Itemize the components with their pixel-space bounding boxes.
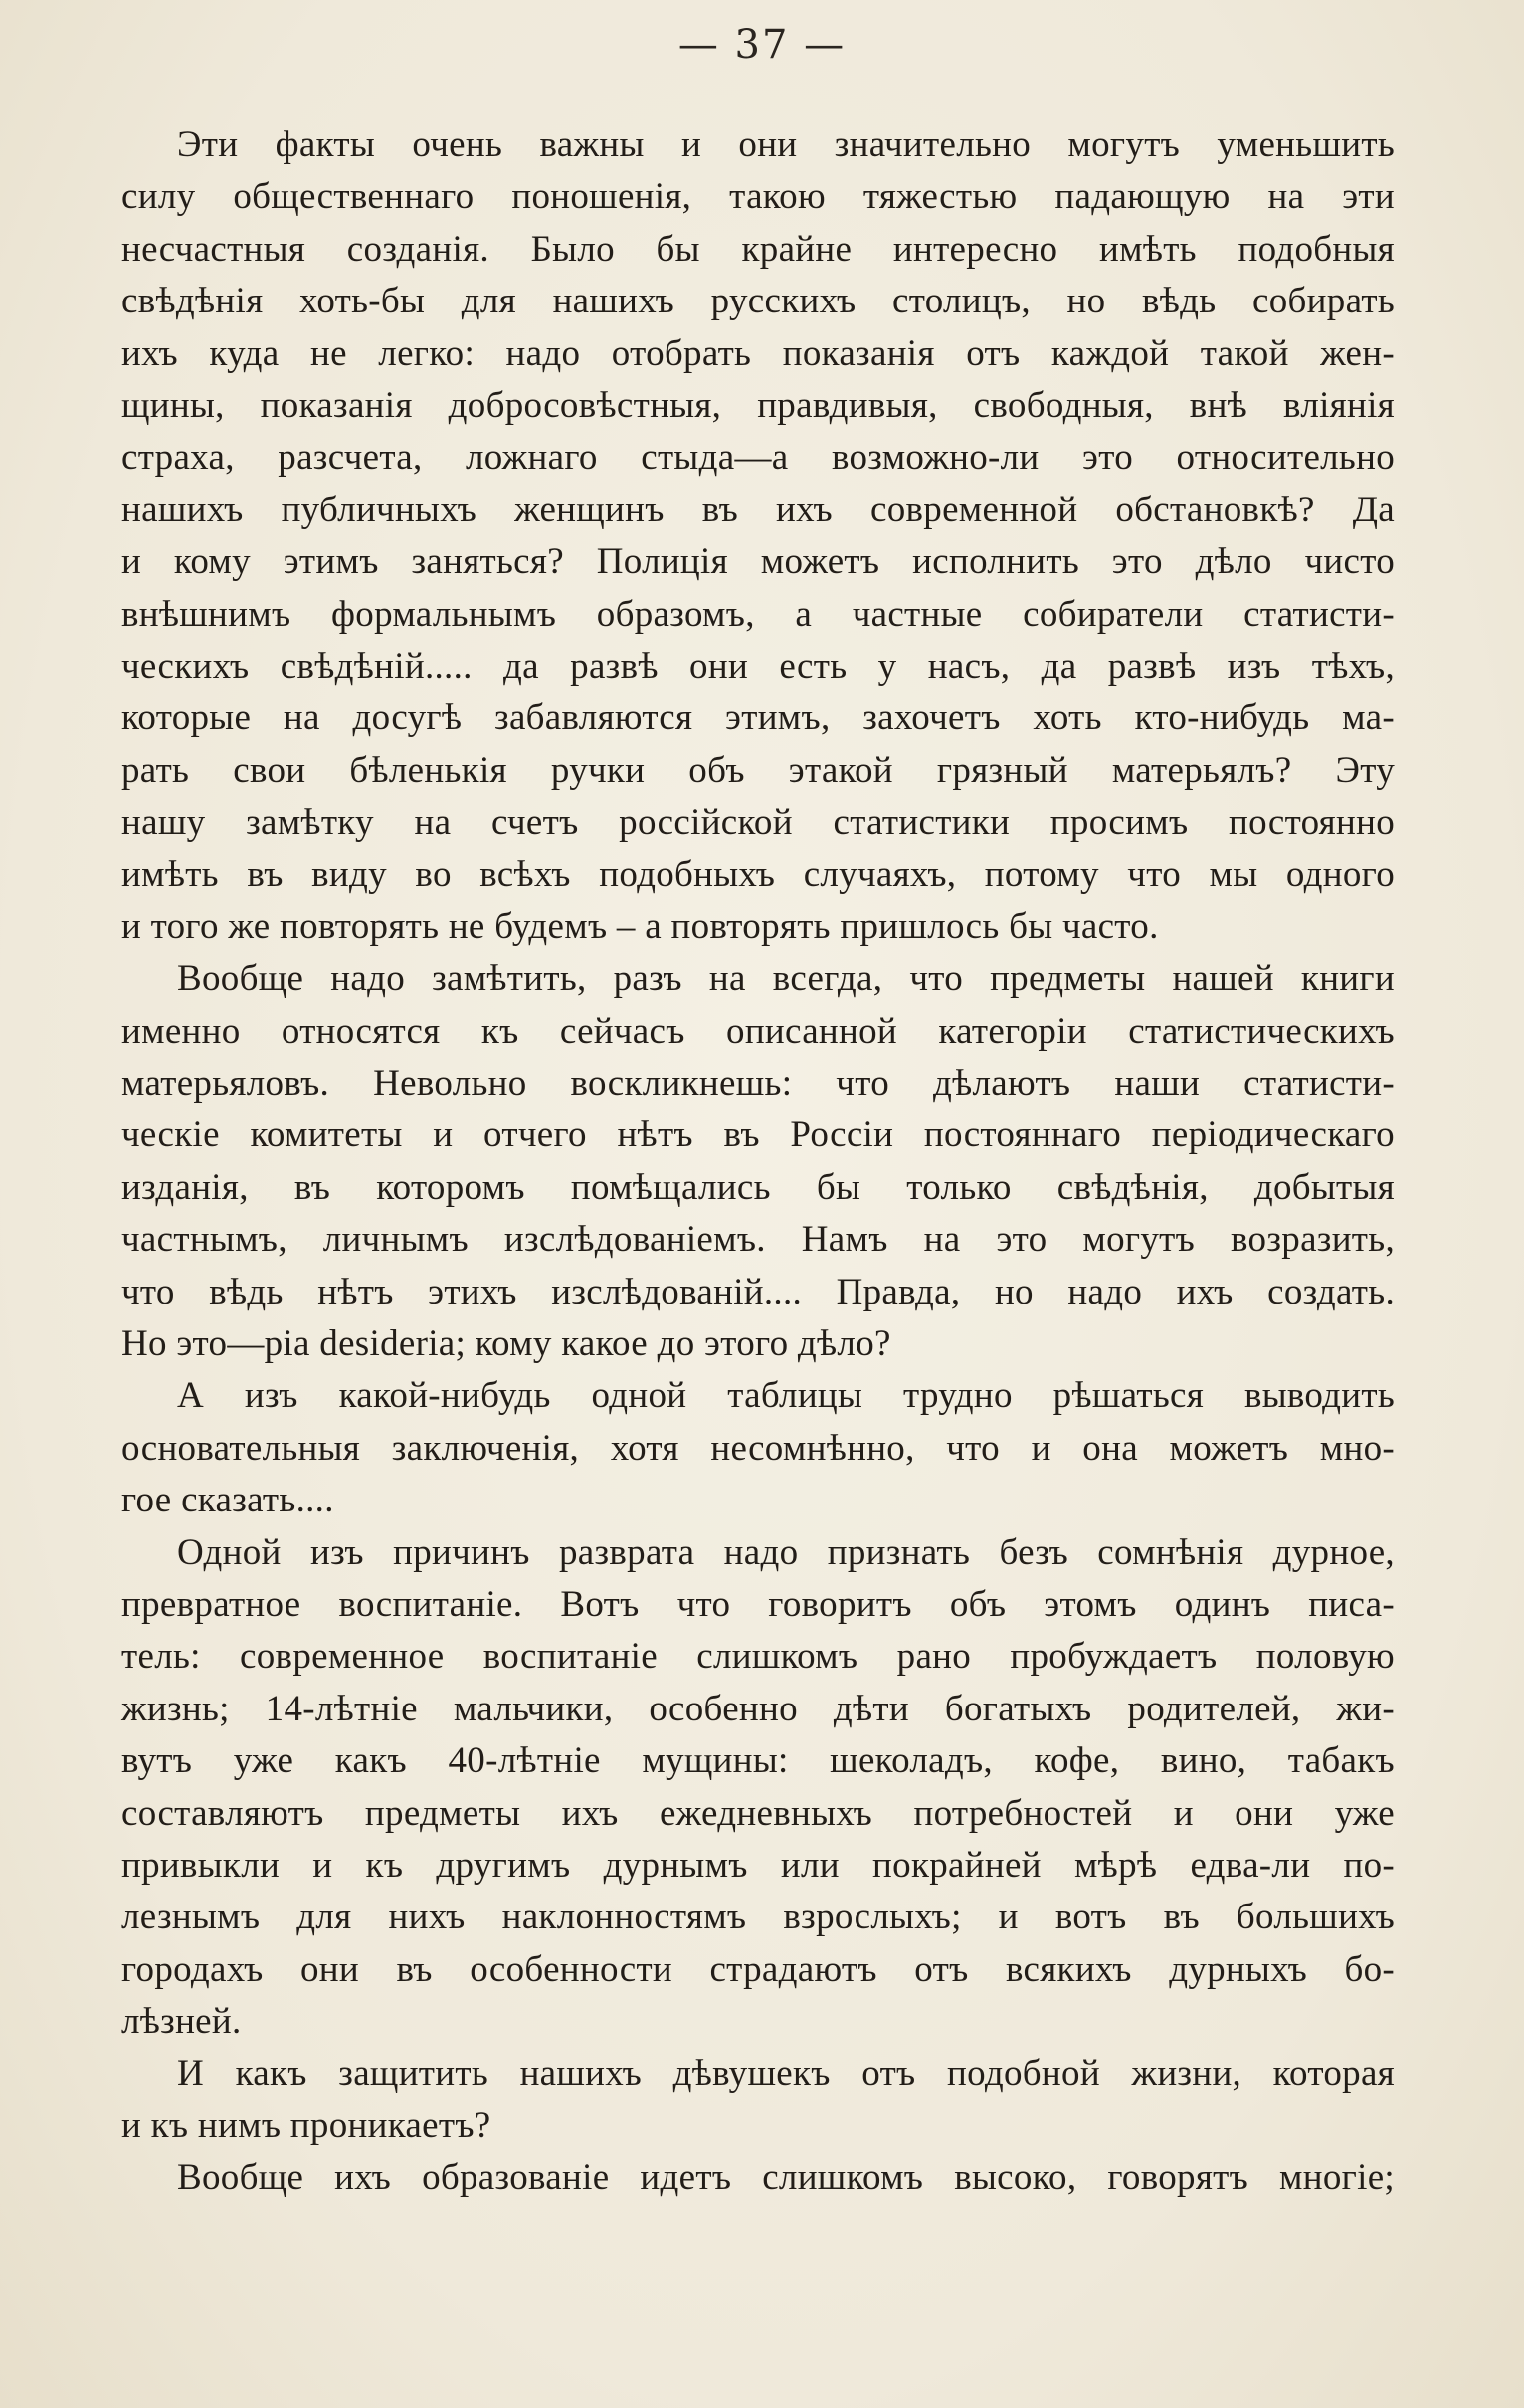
text-line: ихъ куда не легко: надо отобрать показанія отъ каждой такой жен- <box>121 332 1395 374</box>
text-line: вутъ уже какъ 40-лѣтніе мущины: шеколадъ, кофе, вино, табакъ <box>121 1740 1395 1782</box>
text-line: лезнымъ для нихъ наклонностямъ взрослыхъ; и вотъ въ большихъ <box>121 1897 1395 1938</box>
text-line: ческихъ свѣдѣній..... да развѣ они есть у насъ, да развѣ изъ тѣхъ, <box>121 645 1395 687</box>
page-number: — 37 — <box>677 22 847 68</box>
text-line: свѣдѣнія хоть-бы для нашихъ русскихъ столицъ, но вѣдь собирать <box>121 281 1395 322</box>
text-line: частнымъ, личнымъ изслѣдованіемъ. Намъ на это могутъ возразить, <box>121 1219 1395 1261</box>
text-line: и къ нимъ проникаетъ? <box>121 2105 491 2146</box>
text-line: жизнь; 14-лѣтніе мальчики, особенно дѣти богатыхъ родителей, жи- <box>121 1688 1395 1729</box>
text-line: лѣзней. <box>121 2001 242 2043</box>
text-line: нашу замѣтку на счетъ россійской статистики просимъ постоянно <box>121 802 1395 844</box>
text-line: Вообще надо замѣтить, разъ на всегда, что предметы нашей книги <box>177 958 1395 1000</box>
text-line: составляютъ предметы ихъ ежедневныхъ потребностей и они уже <box>121 1792 1395 1834</box>
text-line: именно относятся къ сейчасъ описанной категоріи статистическихъ <box>121 1010 1395 1052</box>
text-line: привыкли и къ другимъ дурнымъ или покрайней мѣрѣ едва-ли по- <box>121 1844 1395 1886</box>
text-line: внѣшнимъ формальнымъ образомъ, а частные собиратели статисти- <box>121 593 1395 635</box>
text-line: И какъ защитить нашихъ дѣвушекъ отъ подобной жизни, которая <box>177 2053 1395 2095</box>
text-line: матерьяловъ. Невольно воскликнешь: что дѣлаютъ наши статисти- <box>121 1063 1395 1104</box>
text-line: основательныя заключенія, хотя несомнѣнно, что и она можетъ мно- <box>121 1427 1395 1469</box>
text-line: ческіе комитеты и отчего нѣтъ въ Россіи постояннаго періодическаго <box>121 1114 1395 1156</box>
text-line: и кому этимъ заняться? Полиція можетъ исполнить это дѣло чисто <box>121 541 1395 583</box>
text-line: превратное воспитаніе. Вотъ что говоритъ объ этомъ одинъ писа- <box>121 1583 1395 1625</box>
text-line: силу общественнаго поношенія, такою тяжестью падающую на эти <box>121 176 1395 218</box>
text-line: и того же повторять не будемъ – а повторять пришлось бы часто. <box>121 905 1159 947</box>
text-line: которые на досугѣ забавляются этимъ, захочетъ хоть кто-нибудь ма- <box>121 698 1395 739</box>
text-line: страха, разсчета, ложнаго стыда—а возможно-ли это относительно <box>121 437 1395 479</box>
text-line: А изъ какой-нибудь одной таблицы трудно рѣшаться выводить <box>177 1375 1395 1417</box>
text-line: Вообще ихъ образованіе идетъ слишкомъ высоко, говорятъ многіе; <box>177 2157 1395 2199</box>
text-line: Одной изъ причинъ разврата надо признать безъ сомнѣнія дурное, <box>177 1531 1395 1573</box>
body-text <box>121 119 1395 2205</box>
text-line: имѣть въ виду во всѣхъ подобныхъ случаяхъ, потому что мы одного <box>121 854 1395 896</box>
text-line: нашихъ публичныхъ женщинъ въ ихъ современной обстановкѣ? Да <box>121 489 1395 530</box>
text-line: изданія, въ которомъ помѣщались бы только свѣдѣнія, добытыя <box>121 1166 1395 1208</box>
text-line: что вѣдь нѣтъ этихъ изслѣдованій.... Правда, но надо ихъ создать. <box>121 1271 1395 1312</box>
text-line: щины, показанія добросовѣстныя, правдивыя, свободныя, внѣ вліянія <box>121 384 1395 426</box>
text-line: несчастныя созданія. Было бы крайне интересно имѣть подобныя <box>121 228 1395 270</box>
text-line: Эти факты очень важны и они значительно могутъ уменьшить <box>177 124 1395 165</box>
text-line: тель: современное воспитаніе слишкомъ рано пробуждаетъ половую <box>121 1636 1395 1678</box>
text-line: рать свои бѣленькія ручки объ этакой грязный матерьялъ? Эту <box>121 749 1395 791</box>
text-line: городахъ они въ особенности страдаютъ отъ всякихъ дурныхъ бо- <box>121 1948 1395 1990</box>
text-line: Но это—pia desideria; кому какое до этого дѣло? <box>121 1322 891 1364</box>
text-line: гое сказать.... <box>121 1480 334 1521</box>
